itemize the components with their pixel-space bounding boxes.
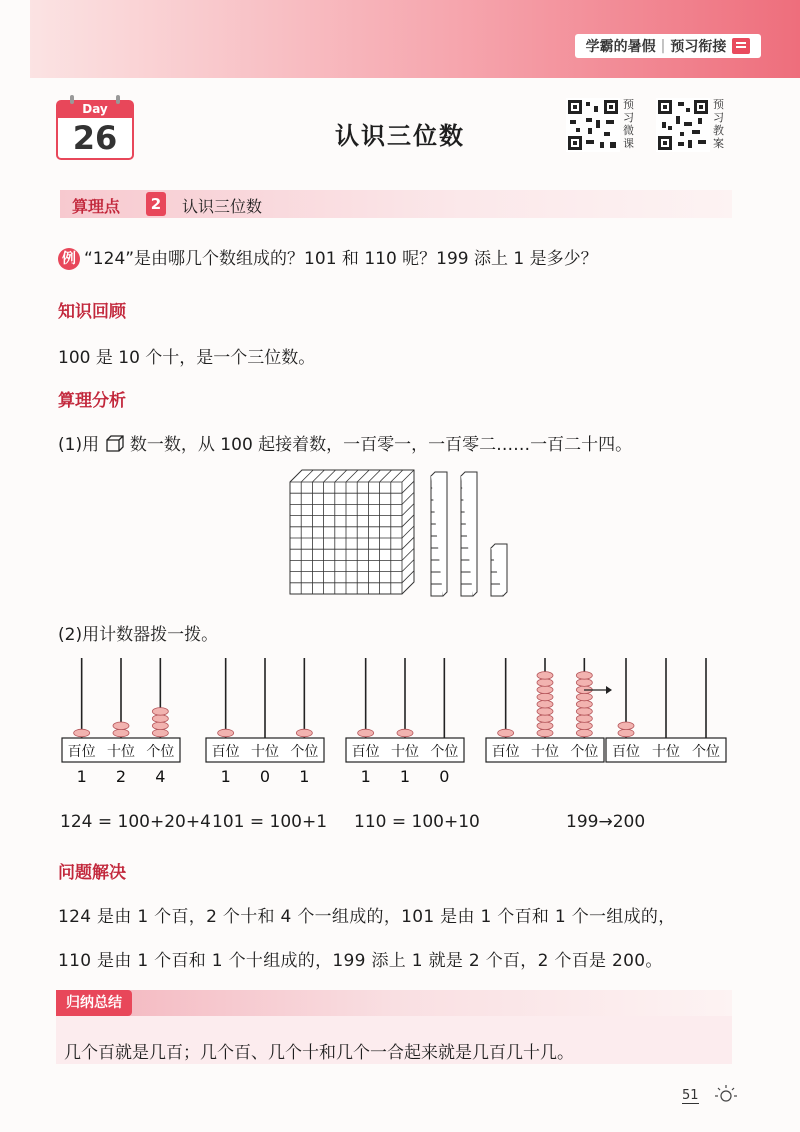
qr-label: 预习教案 [713,98,724,150]
counter-bead [576,700,592,708]
solution-line2: 110 是由 1 个百和 1 个十组成的，199 添上 1 就是 2 个百，2 个百是 200。 [58,951,663,971]
place-label: 个位 [146,744,175,760]
counter-bead [537,679,553,687]
counter-bead [152,729,168,737]
series-tag [575,34,761,58]
solution-heading: 问题解决 [58,863,126,883]
ring-icon [116,95,120,104]
counter-bead [576,672,592,680]
digit-label: 1 [220,767,231,786]
header-banner [30,0,800,78]
analysis-step2: (2)用计数器拨一拨。 [58,625,219,645]
counter-bead [152,715,168,723]
place-label: 十位 [531,744,559,760]
place-label: 十位 [251,744,279,760]
ten-rod [431,472,447,596]
place-label: 百位 [351,744,380,760]
digit-label: 1 [360,767,371,786]
counter-bead [576,722,592,730]
qr-label: 预习微课 [623,98,634,150]
review-heading: 知识回顾 [58,302,126,322]
counter-bead [618,729,634,737]
equation-199-200: 199→200 [566,812,646,832]
equation-101: 101 = 100+1 [212,812,328,832]
counter-bead [296,729,312,737]
counter-bead [576,679,592,687]
day-label: Day [56,100,134,118]
analysis-heading: 算理分析 [58,391,126,411]
counter [346,658,464,786]
series-name: 学霸的暑假 [585,39,656,55]
subseries-name: 预习衔接 [670,39,727,55]
counter-bead [358,729,374,737]
summary-box [56,1016,732,1064]
counter-bead [537,708,553,716]
series-separator: | [660,38,666,54]
summary-bar [56,990,732,1016]
counter-bead [576,693,592,701]
page-title: 认识三位数 [335,122,465,150]
counter-bead [537,672,553,680]
digit-label: 1 [399,767,411,786]
day-number: 26 [56,118,134,160]
counter-bead [397,729,413,737]
example-question: “124”是由哪几个数组成的？101 和 110 呢？199 添上 1 是多少？ [84,249,598,269]
counter-bead [537,700,553,708]
step1-prefix: (1)用 [58,435,100,455]
counter-bead [576,708,592,716]
section-number: 2 [146,192,166,216]
equation-110: 110 = 100+10 [354,812,480,832]
place-label: 十位 [107,744,135,760]
counter-bead [537,722,553,730]
place-label: 个位 [290,744,319,760]
equation-124: 124 = 100+20+4 [60,812,211,832]
summary-tag: 归纳总结 [56,990,132,1016]
review-text: 100 是 10 个十，是一个三位数。 [58,348,316,368]
digit-label: 2 [115,767,127,786]
unit-cubes [491,544,507,596]
counter [62,658,180,786]
counter-bead [74,729,90,737]
solution-line1: 124 是由 1 个百，2 个十和 4 个一组成的，101 是由 1 个百和 1 个一组成的， [58,907,676,927]
hundred-flat [290,470,414,594]
counter-bead [537,686,553,694]
qr-code-icon[interactable] [656,98,710,152]
counter-bead [537,693,553,701]
counter [206,658,324,786]
counter-bead [576,715,592,723]
counter-bead [152,708,168,716]
book-icon [732,38,750,54]
example-question-row [58,244,598,270]
counter-bead [576,729,592,737]
section-subtitle: 认识三位数 [182,197,263,216]
page-number: 51 [682,1088,699,1103]
qr-code-icon[interactable] [566,98,620,152]
place-label: 十位 [391,744,419,760]
section-bar [60,190,732,218]
counter-bead [152,722,168,730]
place-label: 十位 [652,744,680,760]
counter [486,658,604,762]
example-badge: 例 [58,248,80,270]
digit-label: 1 [76,767,87,786]
place-label: 个位 [430,744,459,760]
place-label: 百位 [211,744,240,760]
place-label: 百位 [67,744,96,760]
digit-label: 0 [259,767,271,786]
counter-bead [218,729,234,737]
place-label: 百位 [612,744,640,760]
sun-icon [706,1082,740,1108]
place-label: 个位 [570,744,599,760]
counter-bead [618,722,634,730]
place-label: 个位 [692,744,720,760]
cube-icon [105,434,125,452]
counter-bead [498,729,514,737]
counter-bead [537,715,553,723]
digit-label: 4 [155,767,166,786]
summary-text: 几个百就是几百；几个百、几个十和几个一合起来就是几百几十几。 [64,1043,574,1063]
step1-text: 数一数，从 100 起接着数，一百零一，一百零二……一百二十四。 [129,435,633,455]
base-ten-blocks [288,468,518,598]
ten-rod [461,472,477,596]
digit-label: 1 [299,767,310,786]
digit-label: 0 [439,767,450,786]
counter-bead [537,729,553,737]
ring-icon [70,95,74,104]
counter-bead [113,729,129,737]
arrow-head-icon [606,686,612,694]
counter-bead [113,722,129,730]
section-label: 算理点 [72,197,121,216]
counter [606,658,726,762]
place-label: 百位 [491,744,520,760]
analysis-step1 [58,430,632,455]
